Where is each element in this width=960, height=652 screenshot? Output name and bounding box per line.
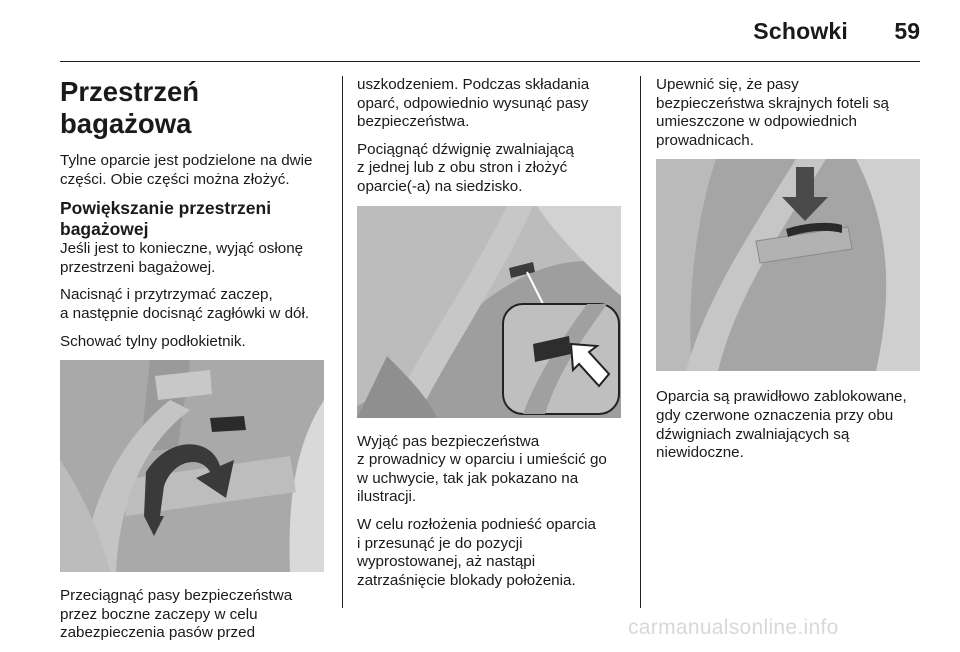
- column-divider: [640, 76, 641, 608]
- seatbelt-guide-illustration: [656, 159, 920, 371]
- header-divider: [60, 61, 920, 62]
- paragraph: Oparcia są prawidłowo zablokowane, gdy czerwone oznaczenia przy obu dźwigniach zwalniających są niewidoczne.: [656, 388, 907, 462]
- section-title: Schowki: [753, 18, 848, 44]
- page-number: 59: [894, 18, 920, 44]
- column-1: [60, 76, 328, 652]
- subheading: Powiększanie przestrzeni bagażowej: [60, 198, 272, 240]
- paragraph: Upewnić się, że pasy bezpieczeństwa skrajnych foteli są umieszczone w odpowiednich prowadnicach.: [656, 76, 889, 149]
- seatbelt-holder-illustration: [357, 206, 621, 418]
- paragraph: Jeśli jest to konieczne, wyjąć osłonę przestrzeni bagażowej.: [60, 240, 304, 276]
- page-heading: Przestrzeń bagażowa: [60, 76, 200, 139]
- column-3: [656, 76, 924, 472]
- paragraph: Wyjąć pas bezpieczeństwa z prowadnicy w oparciu i umieścić go w uchwycie, tak jak pokazano na ilustracji.: [357, 432, 607, 506]
- paragraph: Pociągnąć dźwignię zwalniającą z jednej lub z obu stron i złożyć oparcie(-a) na siedzisko.: [357, 140, 574, 195]
- paragraph: Przeciągnąć pasy bezpieczeństwa przez boczne zaczepy w celu zabezpieczenia pasów przed: [60, 587, 293, 642]
- paragraph: Schować tylny podłokietnik.: [60, 332, 246, 350]
- paragraph: uszkodzeniem. Podczas składania oparć, odpowiednio wysunąć pasy bezpieczeństwa.: [357, 76, 590, 131]
- paragraph: W celu rozłożenia podnieść oparcia i przesunąć je do pozycji wyprostowanej, aż nastąpi zatrzaśnięcie blokady położenia.: [357, 515, 596, 589]
- column-2: [357, 76, 625, 599]
- watermark: carmanualsonline.info: [628, 616, 839, 639]
- paragraph: Tylne oparcie jest podzielone na dwie części. Obie części można złożyć.: [60, 152, 313, 188]
- paragraph: Nacisnąć i przytrzymać zaczep, a następnie docisnąć zagłówki w dół.: [60, 286, 310, 322]
- headrest-release-illustration: [60, 360, 324, 572]
- column-divider: [342, 76, 343, 608]
